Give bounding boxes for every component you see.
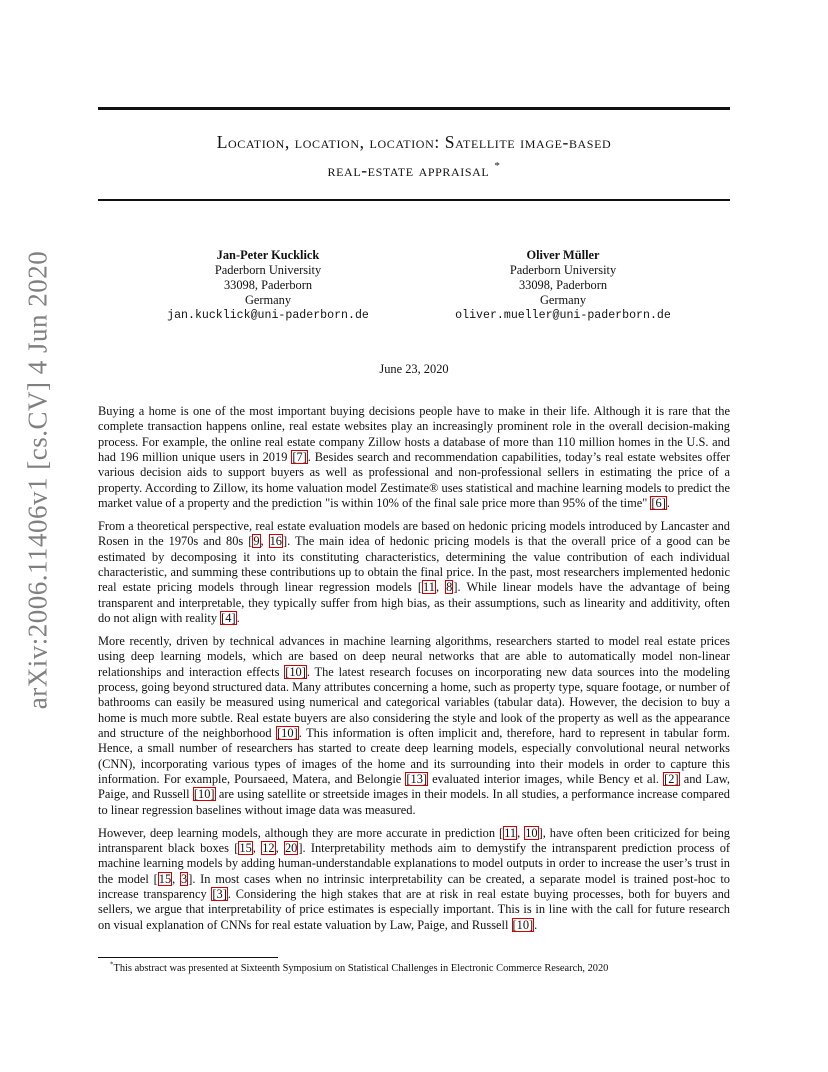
body-text: . This information is often implicit and, therefore, hard to represent in tabular form. Hence, a small number of researchers has started to create deep learning models, especially convolutional neural networks (CNN), incorporating various types of images of the home and its surrounding into their models in order to capture this information. For example, Poursaeed, Matera, and Belongie xyxy=(98,726,730,787)
citation-link[interactable]: 15 xyxy=(158,871,172,886)
body-text: , xyxy=(275,841,284,856)
body-text: ]. While linear models have the advantage of being transparent and interpretable, they typically suffer from high bias, as their assumptions, such as linearity and additivity, often do not align with reality xyxy=(98,580,730,626)
body-paragraph xyxy=(98,634,730,818)
author-email[interactable]: oliver.mueller@uni-paderborn.de xyxy=(455,309,671,322)
body-text: , xyxy=(260,534,269,549)
citation-link[interactable]: 3 xyxy=(181,871,188,886)
body-text: . Besides search and recommendation capabilities, today’s real estate websites offer various decision aids to support buyers as well as professional and non-professional sellers in estimating the price of a property. According to Zillow, its home valuation model Zestimate® uses statistical and machine learning models to predict the market value of a property and the prediction "is within 10% of the final sale price more than 95% of the time" xyxy=(98,450,730,511)
citation-link[interactable]: 8 xyxy=(446,580,453,595)
author-country: Germany xyxy=(539,293,587,307)
body-text: However, deep learning models, although they are more accurate in prediction [ xyxy=(98,825,504,840)
body-text: . The latest research focuses on incorporating new data sources into the modeling process, going beyond structured data. Many attributes concerning a home, such as property type, square footage, or number of bathrooms can easily be measured using numerical and categorical variables (tabular data). However, the decision to buy a home is much more subtle. Real estate buyers are also considering the style and look of the property as well as the appearance and structure of the neighborhood xyxy=(98,664,731,741)
paper-title xyxy=(98,128,730,184)
footnote xyxy=(110,962,730,975)
citation-link[interactable]: 20 xyxy=(284,841,298,856)
body-text: and Law, Paige, and Russell xyxy=(98,772,730,802)
body-paragraph xyxy=(98,519,730,626)
citation-link[interactable]: [13] xyxy=(406,772,428,787)
body-text: ]. In most cases when no intrinsic interpretability can be created, a separate model is trained post-hoc to increase transparency xyxy=(98,871,730,902)
citation-link[interactable]: 15 xyxy=(239,841,252,856)
citation-link[interactable]: [10] xyxy=(193,787,215,802)
author-email[interactable]: jan.kucklick@uni-paderborn.de xyxy=(167,309,369,322)
body-text: , xyxy=(252,841,262,856)
author-block-1 xyxy=(98,248,438,323)
footnote-rule xyxy=(98,957,278,958)
abstract-body xyxy=(98,404,730,941)
citation-link[interactable]: [2] xyxy=(664,772,679,787)
citation-link[interactable]: [10] xyxy=(277,726,298,741)
citation-link[interactable]: [10] xyxy=(512,917,534,932)
body-text: . xyxy=(666,496,670,511)
body-text: ]. Interpretability methods aim to demystify the intransparent prediction process of machine learning models by adding human-understandable explanations to model outputs in order to increase the user’s trust in the model [ xyxy=(98,841,731,886)
body-text: ]. The main idea of hedonic pricing models is that the overall price of a good can be estimated by decomposing it into its constituting characteristics, determining the value contribution of each individual characteristic, and summing these contributions up to obtain the final price. In the past, most researchers implemented hedonic real estate pricing models through linear regression models [ xyxy=(98,534,730,595)
body-text: are using satellite or streetside images in their models. In all studies, a performance increase compared to linear regression baselines without image data was measured. xyxy=(98,787,730,817)
body-text: , xyxy=(435,580,446,595)
body-text: More recently, driven by technical advances in machine learning algorithms, researchers started to model real estate prices using deep learning models, which are based on deep neural networks that are able to automatically model non-linear relationships and interaction effects xyxy=(98,634,730,679)
body-text: . Considering the high stakes that are at risk in real estate buying processes, both for buyers and sellers, we argue that interpretability of price estimates is especially important. This is in line with the call for future research on visual explanation of CNNs for real estate valuation by Law, Paige, and Russell xyxy=(98,887,731,932)
title-line-2: real-estate appraisal xyxy=(327,160,490,180)
body-text: , xyxy=(172,871,180,886)
body-text: , xyxy=(517,825,525,840)
footnote-text: This abstract was presented at Sixteenth Symposium on Statistical Challenges in Electronic Commerce Research, 2020 xyxy=(113,963,609,974)
body-text: From a theoretical perspective, real estate evaluation models are based on hedonic pricing models introduced by Lancaster and Rosen in the 1970s and 80s [ xyxy=(98,519,730,549)
paper-date: June 23, 2020 xyxy=(379,362,449,376)
citation-link[interactable]: 12 xyxy=(262,841,275,856)
author-affiliation: Paderborn University xyxy=(509,263,617,277)
footnote-mark: * xyxy=(110,960,114,969)
citation-link[interactable]: 11 xyxy=(504,825,517,840)
author-address: 33098, Paderborn xyxy=(223,278,313,292)
author-country: Germany xyxy=(244,293,292,307)
body-text: . xyxy=(534,917,538,932)
body-paragraph xyxy=(98,404,730,511)
citation-link[interactable]: [7] xyxy=(292,450,307,465)
title-footnote-mark: * xyxy=(494,160,501,173)
body-text: . xyxy=(236,611,240,626)
title-line-1: Location, location, location: Satellite image-based xyxy=(216,132,612,152)
citation-link[interactable]: 10 xyxy=(525,825,538,840)
author-name: Jan-Peter Kucklick xyxy=(216,248,320,262)
citation-link[interactable]: [10] xyxy=(285,664,306,679)
body-text: Buying a home is one of the most important buying decisions people have to make in their life. Although it is rare that the complete transaction happens online, real estate websites play an increasingly prominent role in the overall decision-making process. For example, the online real estate company Zillow hosts a database of more than 110 million homes in the U.S. and had 196 million unique users in 2019 xyxy=(98,404,730,465)
author-affiliation: Paderborn University xyxy=(214,263,322,277)
body-text: evaluated interior images, while Bency et al. xyxy=(428,772,664,787)
citation-link[interactable]: [4] xyxy=(221,611,236,626)
author-name: Oliver Müller xyxy=(526,248,600,262)
author-block-2 xyxy=(390,248,736,323)
title-rule-top xyxy=(98,107,730,110)
citation-link[interactable]: [3] xyxy=(212,887,227,902)
title-rule-bottom xyxy=(98,199,730,201)
author-address: 33098, Paderborn xyxy=(518,278,608,292)
citation-link[interactable]: 9 xyxy=(253,534,260,549)
citation-link[interactable]: 11 xyxy=(423,580,435,595)
arxiv-identifier: arXiv:2006.11406v1 [cs.CV] 4 Jun 2020 xyxy=(22,250,53,710)
citation-link[interactable]: 16 xyxy=(269,534,282,549)
body-text: ], have often been criticized for being intransparent black boxes [ xyxy=(98,825,730,856)
citation-link[interactable]: [6] xyxy=(651,496,666,511)
body-paragraph xyxy=(98,826,730,933)
